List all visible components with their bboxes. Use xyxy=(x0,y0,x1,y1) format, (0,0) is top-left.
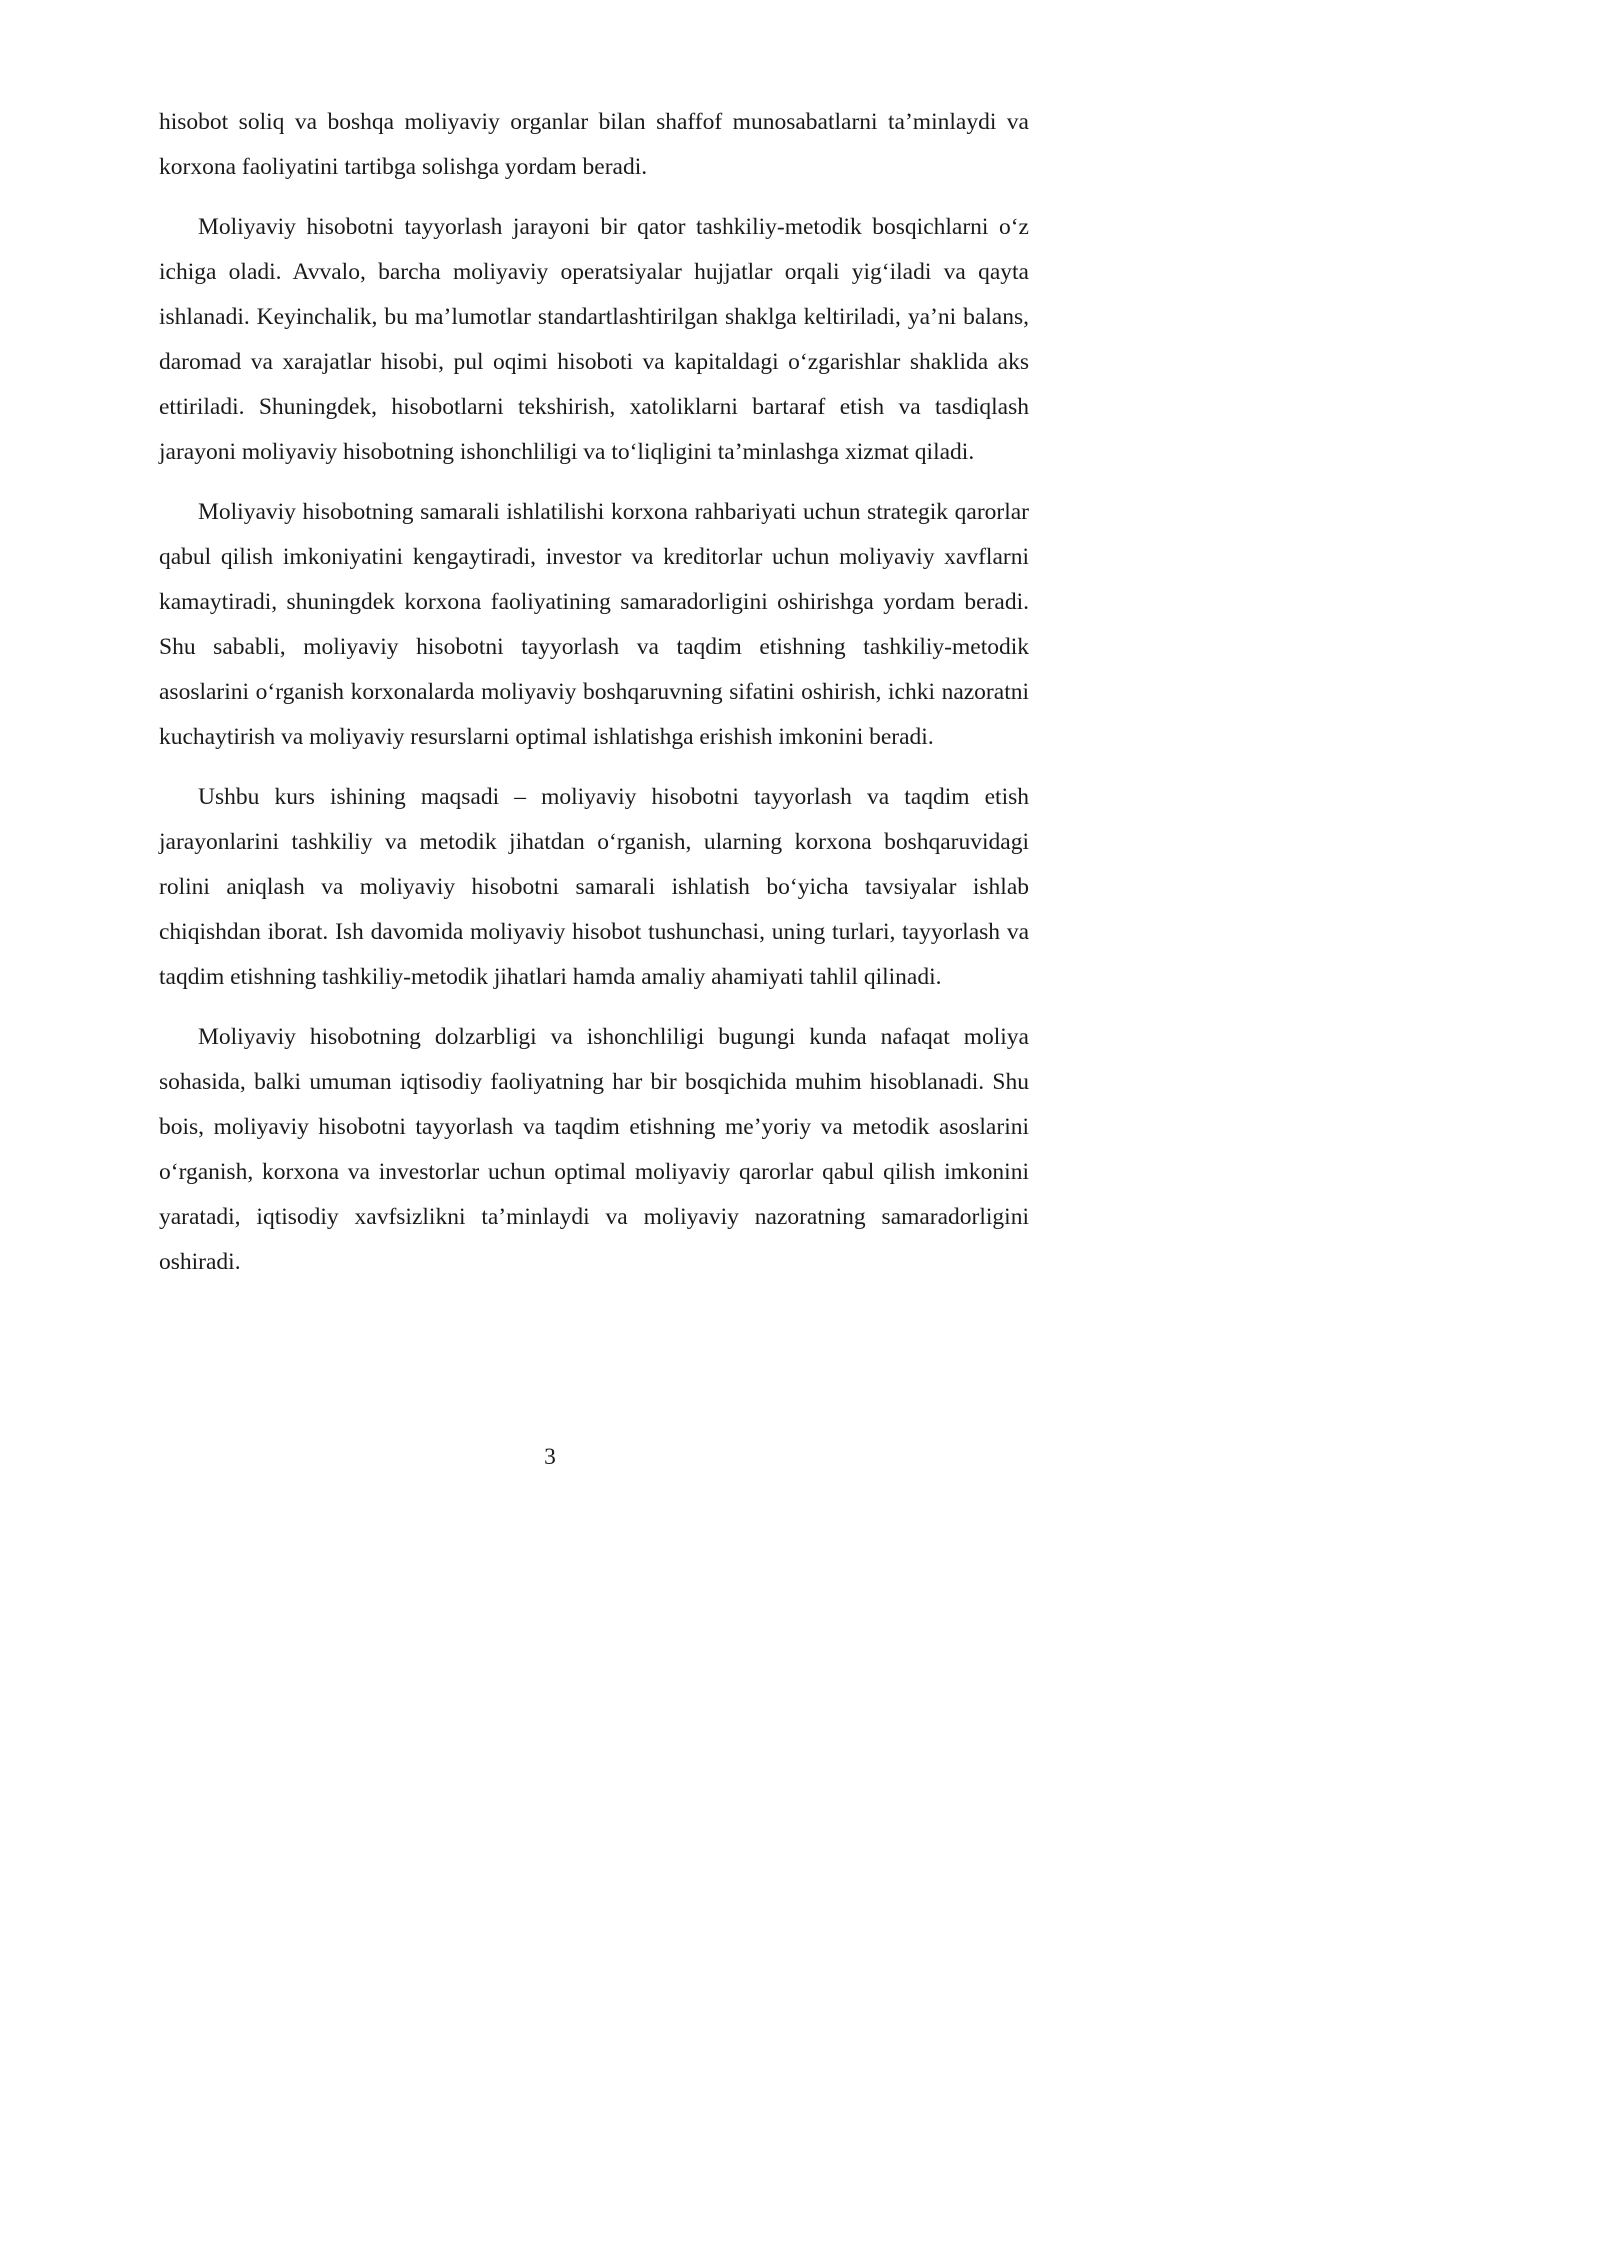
document-page xyxy=(0,0,1100,1555)
body-text xyxy=(159,100,1029,1300)
page-number: 3 xyxy=(544,1444,556,1470)
paragraph-effective-use: Moliyaviy hisobotning samarali ishlatilishi korxona rahbariyati uchun strategik qarorlar qabul qilish imkoniyatini kengaytiradi, investor va kreditorlar uchun moliyaviy xavflarni kamaytiradi, shuningdek korxona faoliyatining samaradorligini oshirishga yordam beradi. Shu sababli, moliyaviy hisobotni tayyorlash va taqdim etishning tashkiliy-metodik asoslarini o‘rganish korxonalarda moliyaviy boshqaruvning sifatini oshirish, ichki nazoratni kuchaytirish va moliyaviy resurslarni optimal ishlatishga erishish imkonini beradi. xyxy=(159,499,1029,750)
paragraph-continuation: hisobot soliq va boshqa moliyaviy organlar bilan shaffof munosabatlarni ta’minlaydi va korxona faoliyatini tartibga solishga yordam beradi. xyxy=(159,109,1029,180)
paragraph-course-goal: Ushbu kurs ishining maqsadi – moliyaviy hisobotni tayyorlash va taqdim etish jarayonlarini tashkiliy va metodik jihatdan o‘rganish, ularning korxona boshqaruvidagi rolini aniqlash va moliyaviy hisobotni samarali ishlatish bo‘yicha tavsiyalar ishlab chiqishdan iborat. Ish davomida moliyaviy hisobot tushunchasi, uning turlari, tayyorlash va taqdim etishning tashkiliy-metodik jihatlari hamda amaliy ahamiyati tahlil qilinadi. xyxy=(159,784,1029,990)
paragraph-preparation-process: Moliyaviy hisobotni tayyorlash jarayoni bir qator tashkiliy-metodik bosqichlarni o‘z ichiga oladi. Avvalo, barcha moliyaviy operatsiyalar hujjatlar orqali yig‘iladi va qayta ishlanadi. Keyinchalik, bu ma’lumotlar standartlashtirilgan shaklga keltiriladi, ya’ni balans, daromad va xarajatlar hisobi, pul oqimi hisoboti va kapitaldagi o‘zgarishlar shaklida aks ettiriladi. Shuningdek, hisobotlarni tekshirish, xatoliklarni bartaraf etish va tasdiqlash jarayoni moliyaviy hisobotning ishonchliligi va to‘liqligini ta’minlashga xizmat qiladi. xyxy=(159,214,1029,465)
paragraph-relevance: Moliyaviy hisobotning dolzarbligi va ishonchliligi bugungi kunda nafaqat moliya sohasida, balki umuman iqtisodiy faoliyatning har bir bosqichida muhim hisoblanadi. Shu bois, moliyaviy hisobotni tayyorlash va taqdim etishning me’yoriy va metodik asoslarini o‘rganish, korxona va investorlar uchun optimal moliyaviy qarorlar qabul qilish imkonini yaratadi, iqtisodiy xavfsizlikni ta’minlaydi va moliyaviy nazoratning samaradorligini oshiradi. xyxy=(159,1024,1029,1275)
